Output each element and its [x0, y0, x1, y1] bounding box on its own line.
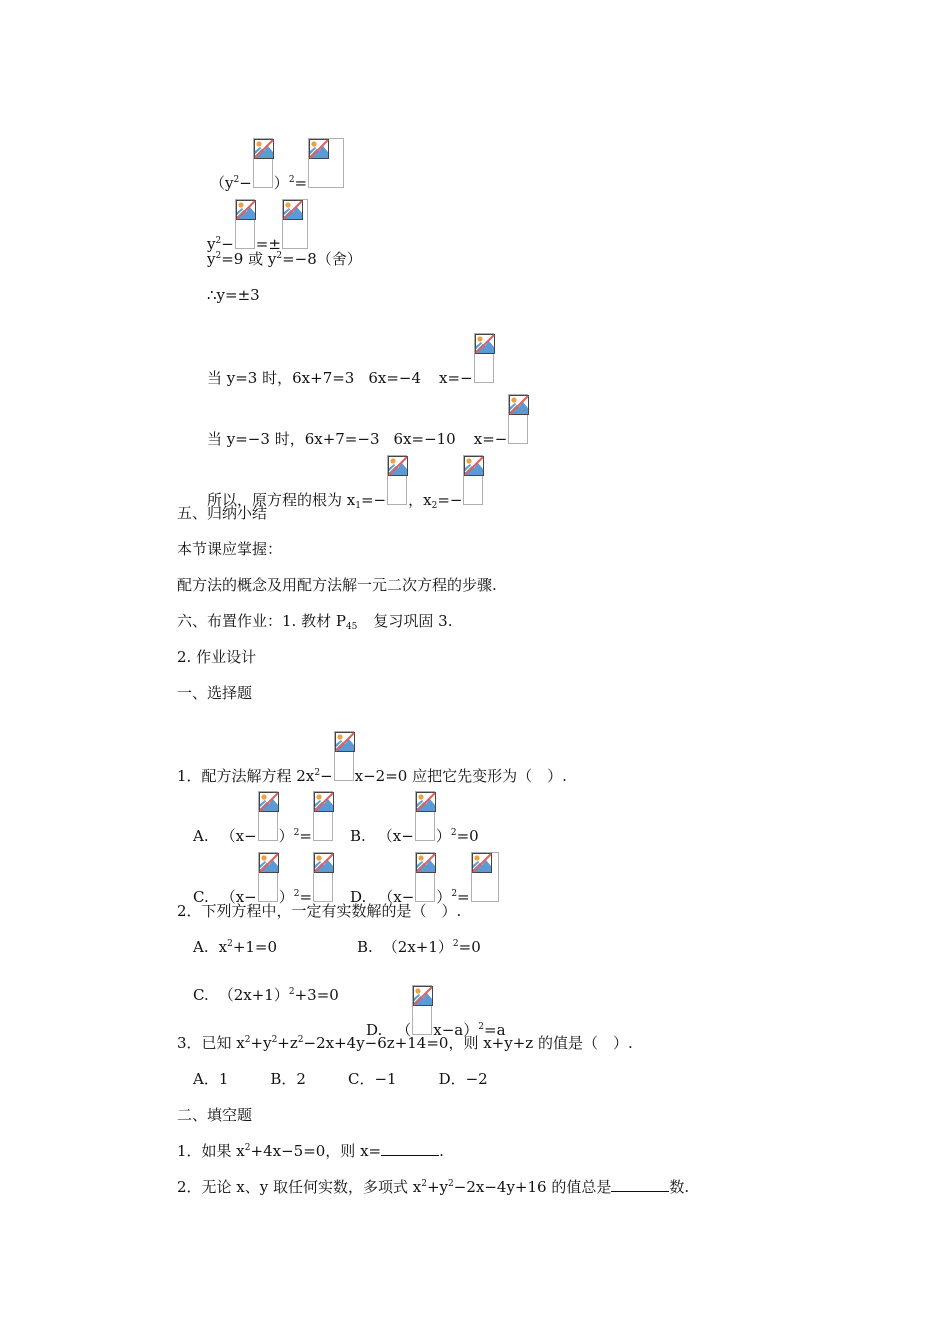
formula-image	[258, 791, 278, 841]
broken-image-icon	[413, 986, 433, 1006]
section-heading-5: 五、归纳小结	[177, 504, 268, 522]
broken-image-icon	[509, 395, 529, 415]
formula-image	[313, 852, 333, 902]
broken-image-icon	[314, 853, 334, 873]
formula-image	[474, 333, 494, 383]
broken-image-icon	[259, 792, 279, 812]
formula-image	[463, 455, 483, 505]
formula-image	[313, 791, 333, 841]
broken-image-icon	[472, 853, 492, 873]
eq-line-6: 当 y=−3 时，6x+7=−3 6x=−10 x=−	[207, 394, 529, 449]
broken-image-icon	[309, 139, 329, 159]
eq-line-1: （$y^2-$ ）$^2$=	[210, 138, 345, 193]
section-heading-choice: 一、选择题	[177, 684, 253, 702]
broken-image-icon	[236, 200, 256, 220]
broken-image-icon	[283, 200, 303, 220]
option-1a: A. （x− ）$^2$=	[193, 791, 334, 846]
question-1: 1．配方法解方程 $2x^2-$ x−2=0 应把它先变形为（ ）.	[177, 731, 567, 786]
formula-image	[471, 852, 499, 902]
formula-image	[308, 138, 344, 188]
option-1c: C. （x− ）$^2$=	[193, 852, 334, 907]
option-2d: D. （ x−a）$^2$=a	[366, 985, 506, 1040]
formula-image	[415, 791, 435, 841]
broken-image-icon	[475, 334, 495, 354]
eq-line-2: $y^2-$ =±	[207, 199, 309, 254]
question-3: 3．已知 $x^2+y^2+z^2-2x+4y-6z+14=0$，则 x+y+z 的值是（ ）.	[177, 1034, 633, 1052]
formula-image	[387, 455, 407, 505]
formula-image	[282, 199, 308, 249]
answer-blank	[381, 1141, 439, 1156]
broken-image-icon	[254, 139, 274, 159]
broken-image-icon	[388, 456, 408, 476]
fill-question-2: 2．无论 x、y 取任何实数，多项式 $x^2+y^2-2x-4y+16$ 的值总是 数.	[177, 1178, 690, 1196]
option-2c: C. $(2x+1)^2+3=0$	[193, 986, 339, 1004]
options-3: A．1 B．2 C．−1 D．−2	[193, 1070, 488, 1088]
broken-image-icon	[259, 853, 279, 873]
eq-line-3: $y^2=9$ 或 $y^2=-8$（舍）	[207, 250, 362, 268]
broken-image-icon	[464, 456, 484, 476]
eq-line-5: 当 y=3 时，6x+7=3 6x=−4 x=−	[207, 333, 495, 388]
fill-question-1: 1．如果 $x^2+4x-5=0$，则 x= .	[177, 1142, 444, 1160]
formula-image	[508, 394, 528, 444]
section-heading-fill: 二、填空题	[177, 1106, 253, 1124]
text-line: 本节课应掌握：	[177, 540, 283, 558]
text-line: 配方法的概念及用配方法解一元二次方程的步骤.	[177, 576, 497, 594]
broken-image-icon	[314, 792, 334, 812]
formula-image	[258, 852, 278, 902]
option-1b: B. （x− ）$^2$=0	[350, 791, 479, 846]
broken-image-icon	[416, 792, 436, 812]
broken-image-icon	[335, 732, 355, 752]
option-2a: A. $x^2+1=0$	[193, 938, 278, 956]
formula-image	[235, 199, 255, 249]
formula-image	[334, 731, 354, 781]
broken-image-icon	[416, 853, 436, 873]
eq-line-4: ∴y=±3	[207, 286, 260, 304]
section-heading-6: 六、布置作业：1. 教材 $P_{45}$ 复习巩固 3.	[177, 612, 453, 632]
eq-line-7: 所以，原方程的根为 $x_1=-$ ，$x_2=-$	[207, 455, 484, 510]
question-2: 2．下列方程中，一定有实数解的是（ ）.	[177, 902, 462, 920]
formula-image	[415, 852, 435, 902]
option-1d: D. （x− ）$^2$=	[350, 852, 500, 907]
formula-image	[412, 985, 432, 1035]
formula-image	[253, 138, 273, 188]
option-2b: B. $(2x+1)^2=0$	[357, 938, 481, 956]
answer-blank	[611, 1177, 669, 1192]
text-line: 2. 作业设计	[177, 648, 257, 666]
